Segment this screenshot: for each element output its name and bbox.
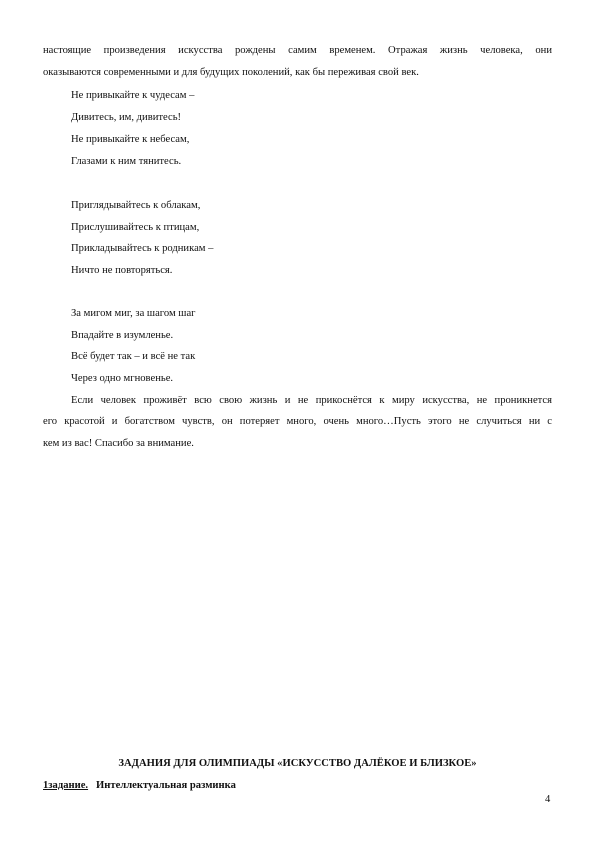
paragraph-2-line-2: его красотой и богатством чувств, он потеряет много, очень много…Пусть этого не случиться ни с [43,416,552,427]
paragraph-1-line-1: настоящие произведения искусства рождены самим временем. Отражая жизнь человека, они [43,45,552,56]
task-1-heading [43,779,236,792]
poem-line: Ничто не повторяться. [71,265,173,276]
poem-line: Приглядывайтесь к облакам, [71,200,201,211]
paragraph-1-line-2: оказываются современными и для будущих поколений, как бы переживая свой век. [43,67,419,78]
poem-line: Не привыкайте к чудесам – [71,90,195,101]
poem-line: Прикладывайтесь к родникам – [71,243,214,254]
poem-line: Глазами к ним тянитесь. [71,156,182,167]
poem-line: Впадайте в изумленье. [71,330,174,341]
section-heading: ЗАДАНИЯ ДЛЯ ОЛИМПИАДЫ «ИСКУССТВО ДАЛЁКОЕ И БЛИЗКОЕ» [118,758,477,769]
paragraph-2-line-3: кем из вас! Спасибо за внимание. [43,438,194,449]
poem-line: Не привыкайте к небесам, [71,134,190,145]
poem-line: Через одно мгновенье. [71,373,174,384]
task-1-number: 1задание. [43,780,89,791]
poem-line: За мигом миг, за шагом шаг [71,308,196,319]
poem-line: Всё будет так – и всё не так [71,351,196,362]
task-1-title: Интеллектуальная разминка [96,780,236,791]
poem-line: Дивитесь, им, дивитесь! [71,112,182,123]
page-number: 4 [545,794,551,805]
paragraph-2-line-1: Если человек проживёт всю свою жизнь и не прикоснётся к миру искусства, не проникнется [71,395,552,406]
poem-line: Прислушивайтесь к птицам, [71,222,200,233]
